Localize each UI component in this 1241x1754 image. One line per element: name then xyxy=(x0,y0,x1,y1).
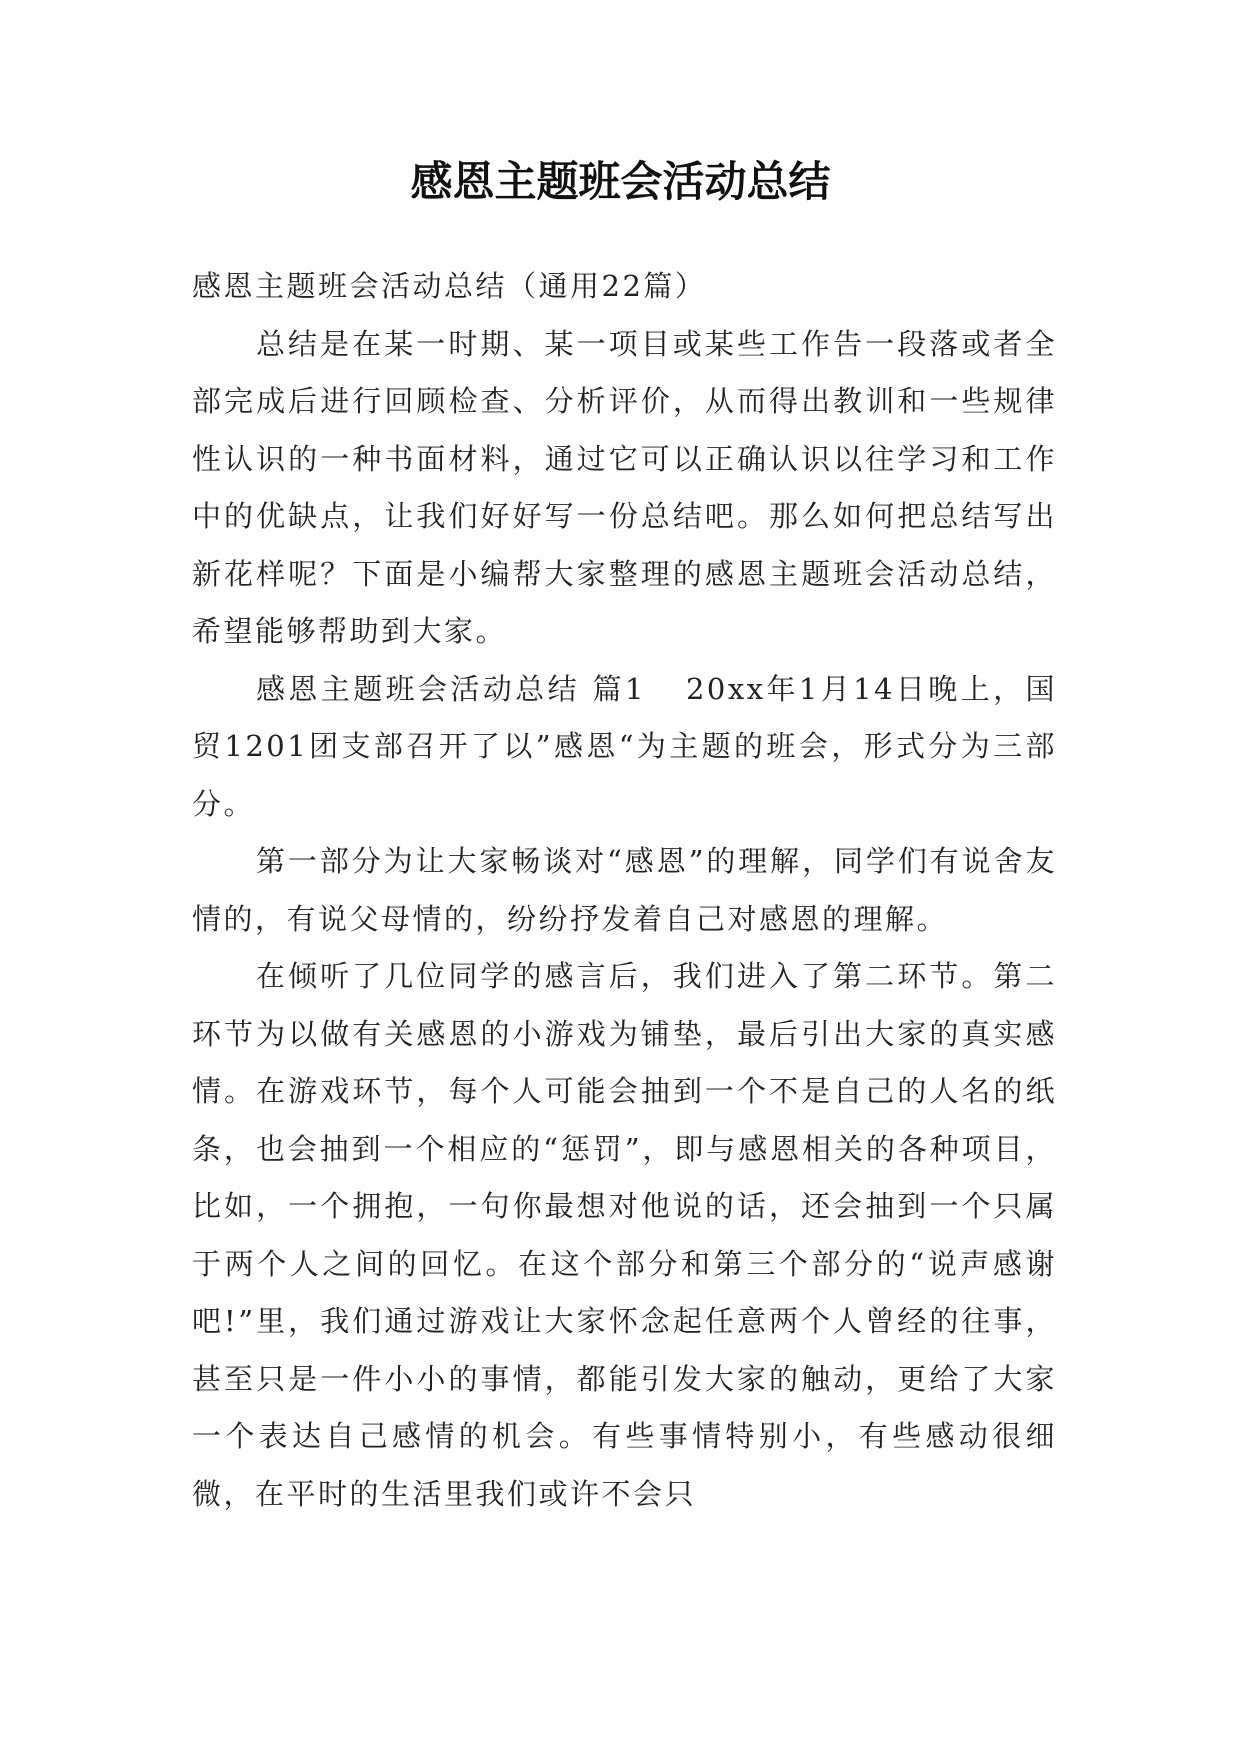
section-1-heading: 感恩主题班会活动总结 篇1 xyxy=(256,671,646,706)
section-1-text: 20xx年1月14日晚上，国贸1201团支部召开了以”感恩“为主题的班会，形式分为三部分。 xyxy=(192,671,1057,821)
intro-paragraph: 总结是在某一时期、某一项目或某些工作告一段落或者全部完成后进行回顾检查、分析评价，从而得出教训和一些规律性认识的一种书面材料，通过它可以正确认识以往学习和工作中的优缺点，让我们好好写一份总结吧。那么如何把总结写出新花样呢？下面是小编帮大家整理的感恩主题班会活动总结，希望能够帮助到大家。 xyxy=(192,326,1057,648)
section-1-paragraph xyxy=(192,661,1057,834)
body-paragraph-2: 在倾听了几位同学的感言后，我们进入了第二环节。第二环节为以做有关感恩的小游戏为铺垫，最后引出大家的真实感情。在游戏环节，每个人可能会抽到一个不是自己的人名的纸条，也会抽到一个相应的“惩罚”，即与感恩相关的各种项目，比如，一个拥抱，一句你最想对他说的话，还会抽到一个只属于两个人之间的回忆。在这个部分和第三个部分的“说声感谢吧!”里，我们通过游戏让大家怀念起任意两个人曾经的往事，甚至只是一件小小的事情，都能引发大家的触动，更给了大家一个表达自己感情的机会。有些事情特别小，有些感动很细微，在平时的生活里我们或许不会只 xyxy=(192,959,1057,1511)
body-paragraph-1: 第一部分为让大家畅谈对“感恩”的理解，同学们有说舍友情的，有说父母情的，纷纷抒发着自己对感恩的理解。 xyxy=(192,844,1057,936)
document-subtitle: 感恩主题班会活动总结（通用22篇） xyxy=(192,269,707,303)
document-body xyxy=(192,258,1057,1523)
page-title: 感恩主题班会活动总结 xyxy=(410,157,831,206)
